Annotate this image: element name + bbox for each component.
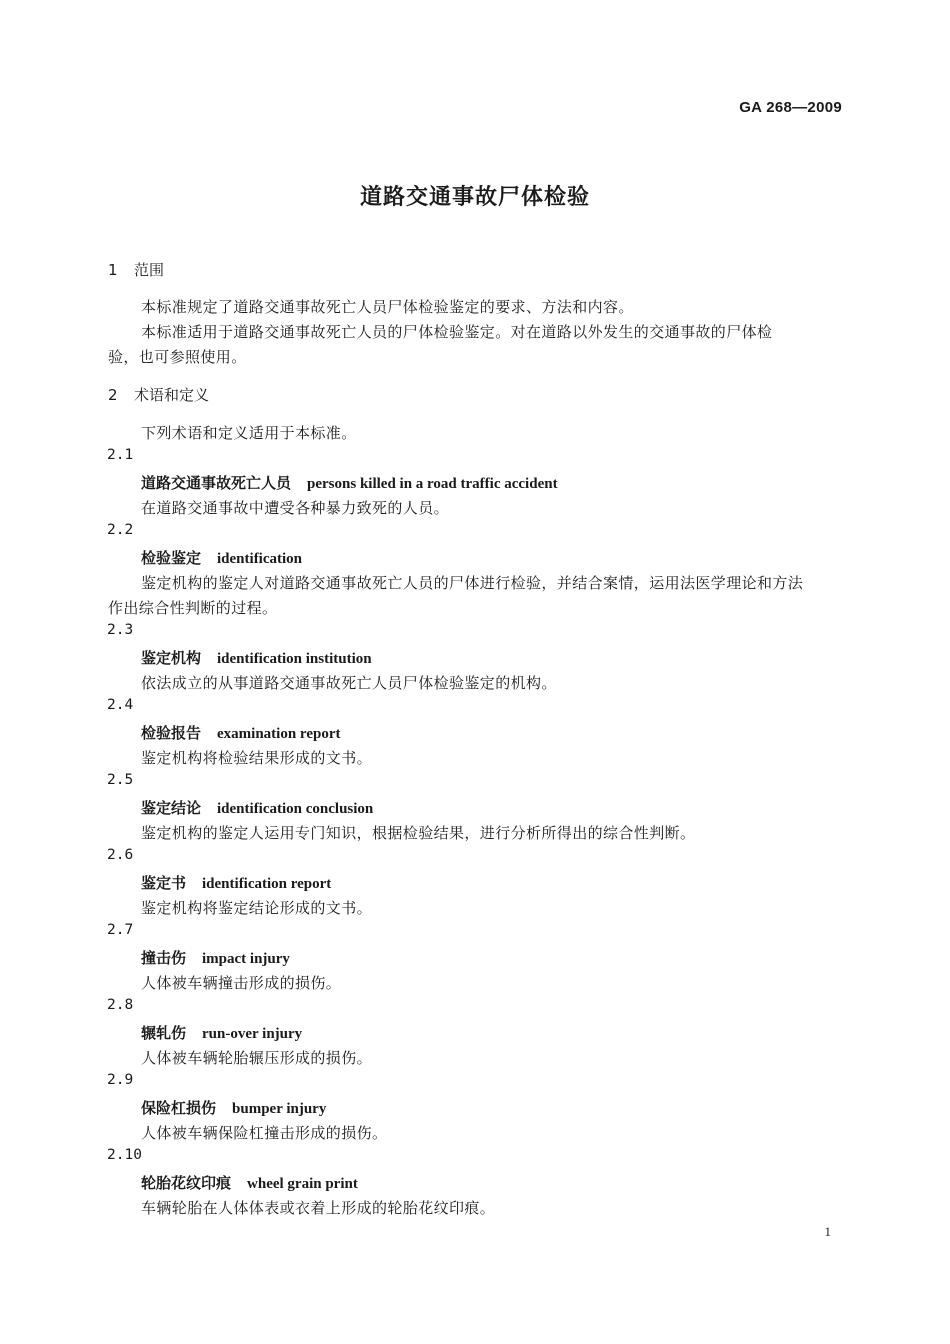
- term-entry: [141, 472, 558, 493]
- section-title: 术语和定义: [134, 386, 210, 404]
- term-number: 2.5: [107, 772, 134, 788]
- term-number: 2.7: [107, 922, 134, 938]
- term-entry: [141, 797, 373, 818]
- term-definition-continuation: 作出综合性判断的过程。: [108, 599, 278, 617]
- paragraph-continuation: 验，也可参照使用。: [108, 348, 247, 366]
- term-entry: [141, 547, 302, 568]
- term-english: persons killed in a road traffic accident: [307, 476, 558, 492]
- term-entry: [141, 1022, 302, 1043]
- term-chinese: 鉴定结论: [141, 799, 202, 817]
- term-number: 2.8: [107, 997, 134, 1013]
- term-number: 2.3: [107, 622, 134, 638]
- term-entry: [141, 722, 340, 743]
- term-definition: 鉴定机构将鉴定结论形成的文书。: [141, 899, 373, 917]
- term-english: identification: [217, 551, 303, 567]
- term-definition: 人体被车辆撞击形成的损伤。: [141, 974, 342, 992]
- section-title: 范围: [134, 261, 165, 279]
- term-chinese: 检验报告: [141, 724, 202, 742]
- term-english: identification report: [202, 876, 332, 892]
- paragraph: 本标准规定了道路交通事故死亡人员尸体检验鉴定的要求、方法和内容。: [141, 298, 634, 316]
- paragraph: 下列术语和定义适用于本标准。: [141, 424, 357, 442]
- term-definition: 在道路交通事故中遭受各种暴力致死的人员。: [141, 499, 450, 517]
- section-number: 2: [108, 386, 118, 404]
- term-chinese: 轮胎花纹印痕: [141, 1174, 232, 1192]
- term-entry: [141, 947, 290, 968]
- term-chinese: 检验鉴定: [141, 549, 202, 567]
- term-english: identification conclusion: [217, 801, 374, 817]
- term-chinese: 保险杠损伤: [141, 1099, 217, 1117]
- document-title: 道路交通事故尸体检验: [359, 185, 590, 210]
- term-definition: 鉴定机构的鉴定人运用专门知识，根据检验结果，进行分析所得出的综合性判断。: [141, 824, 696, 842]
- term-chinese: 撞击伤: [141, 949, 187, 967]
- term-number: 2.4: [107, 697, 134, 713]
- term-chinese: 道路交通事故死亡人员: [141, 474, 292, 492]
- term-chinese: 鉴定书: [141, 874, 187, 892]
- page-number: 1: [824, 1224, 831, 1239]
- term-definition: 车辆轮胎在人体体表或衣着上形成的轮胎花纹印痕。: [141, 1199, 496, 1217]
- term-english: impact injury: [202, 951, 290, 967]
- term-english: identification institution: [217, 651, 372, 667]
- paragraph: 本标准适用于道路交通事故死亡人员的尸体检验鉴定。对在道路以外发生的交通事故的尸体检: [141, 323, 773, 341]
- term-number: 2.6: [107, 847, 134, 863]
- term-number: 2.1: [107, 447, 134, 463]
- term-number: 2.2: [107, 522, 134, 538]
- term-entry: [141, 1172, 358, 1193]
- term-entry: [141, 872, 331, 893]
- term-english: run-over injury: [202, 1026, 303, 1042]
- standard-code: GA 268—2009: [739, 99, 842, 116]
- term-definition: 鉴定机构的鉴定人对道路交通事故死亡人员的尸体进行检验，并结合案情，运用法医学理论和方法: [141, 574, 804, 592]
- term-english: wheel grain print: [247, 1176, 358, 1192]
- term-english: bumper injury: [232, 1101, 327, 1117]
- term-entry: [141, 1097, 326, 1118]
- term-number: 2.10: [107, 1147, 142, 1163]
- term-chinese: 鉴定机构: [141, 649, 202, 667]
- term-english: examination report: [217, 726, 341, 742]
- term-definition: 人体被车辆保险杠撞击形成的损伤。: [141, 1124, 388, 1142]
- term-chinese: 辗轧伤: [141, 1024, 187, 1042]
- term-definition: 鉴定机构将检验结果形成的文书。: [141, 749, 373, 767]
- term-number: 2.9: [107, 1072, 134, 1088]
- section-2-heading: [108, 384, 209, 405]
- section-1-heading: [108, 259, 164, 280]
- term-definition: 人体被车辆轮胎辗压形成的损伤。: [141, 1049, 373, 1067]
- term-entry: [141, 647, 372, 668]
- section-number: 1: [108, 261, 118, 279]
- term-definition: 依法成立的从事道路交通事故死亡人员尸体检验鉴定的机构。: [141, 674, 557, 692]
